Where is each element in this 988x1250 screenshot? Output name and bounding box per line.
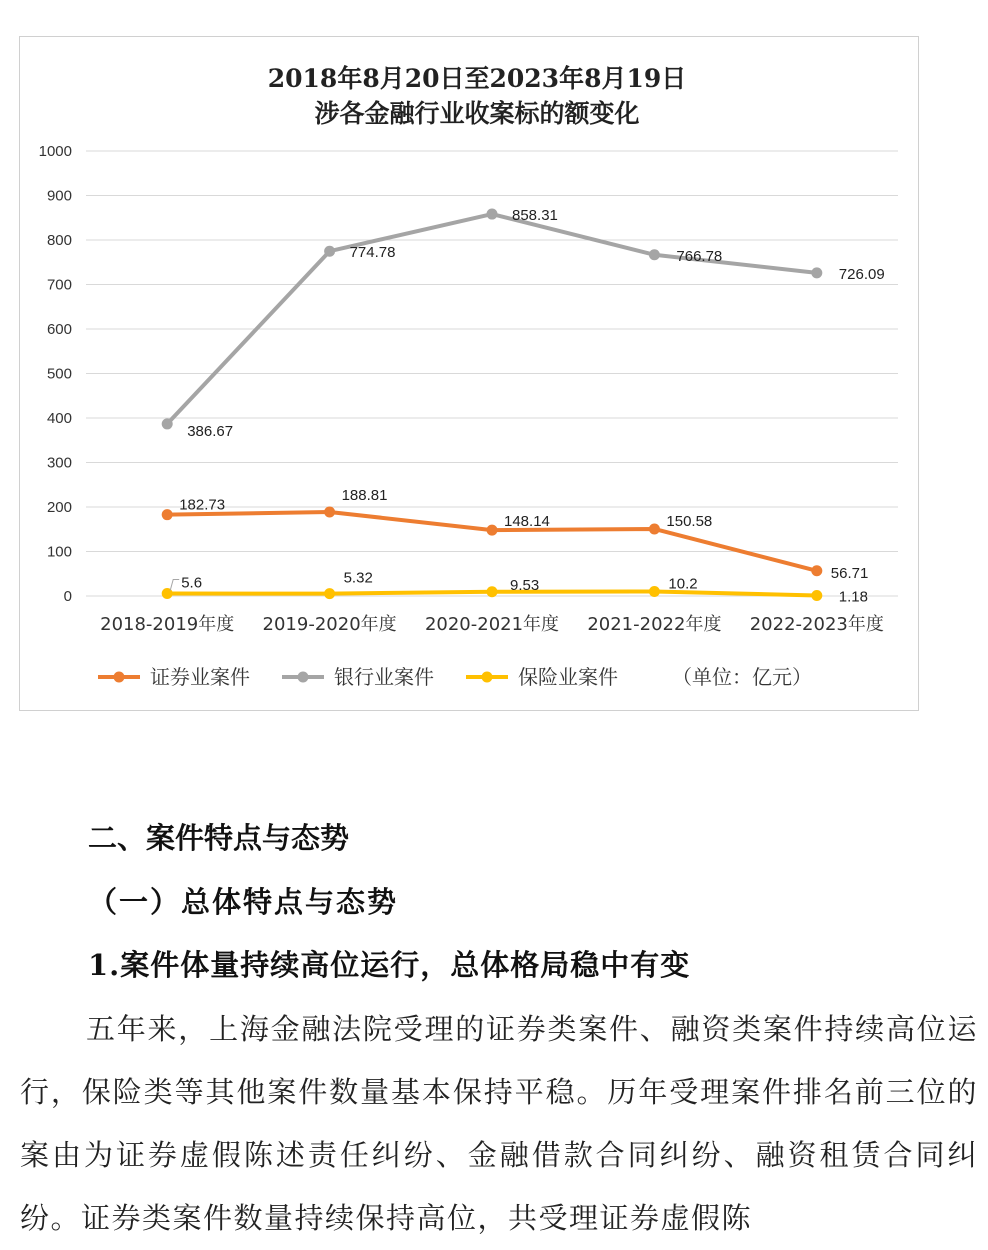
line-chart <box>20 37 920 712</box>
chart-title-line-1: 2018年8月20日至2023年8月19日 <box>267 64 687 93</box>
data-label: 774.78 <box>349 244 396 262</box>
series-line-0 <box>167 512 817 571</box>
legend-label: 证券业案件 <box>150 665 250 689</box>
data-label: 1.18 <box>838 588 869 606</box>
x-category-label: 2020-2021年度 <box>424 614 560 635</box>
y-tick-label: 700 <box>46 276 72 294</box>
y-tick-label: 500 <box>46 365 72 383</box>
data-label: 766.78 <box>676 247 723 265</box>
y-axis-ticks <box>39 143 72 605</box>
series-lines <box>162 209 823 601</box>
legend <box>98 665 812 689</box>
data-label: 726.09 <box>838 265 885 283</box>
y-tick-label: 900 <box>46 187 72 205</box>
y-tick-label: 200 <box>46 499 72 516</box>
data-point <box>162 588 173 599</box>
data-label: 5.6 <box>181 574 203 592</box>
data-point <box>324 506 335 517</box>
legend-label: 保险业案件 <box>518 665 618 689</box>
data-label: 188.81 <box>341 486 388 504</box>
data-point <box>487 586 498 597</box>
data-point <box>649 249 660 260</box>
data-label: 182.73 <box>179 496 226 514</box>
y-tick-label: 400 <box>46 410 72 427</box>
section-heading: 二、案件特点与态势 <box>88 821 350 855</box>
y-tick-label: 1000 <box>38 143 72 160</box>
legend-swatch-marker <box>114 672 125 683</box>
x-category-label: 2022-2023年度 <box>749 614 884 635</box>
chart-container <box>19 36 919 711</box>
data-point <box>324 588 335 599</box>
data-label: 9.53 <box>510 576 540 594</box>
series-line-1 <box>167 214 817 424</box>
data-point <box>649 523 660 534</box>
data-label: 858.31 <box>512 207 558 225</box>
data-point <box>487 209 498 220</box>
legend-swatch-marker <box>298 672 309 683</box>
data-label: 150.58 <box>666 512 713 530</box>
data-label: 148.14 <box>504 513 550 531</box>
data-label: 386.67 <box>187 422 234 440</box>
data-point <box>324 246 335 257</box>
data-point <box>811 267 822 278</box>
y-tick-label: 800 <box>46 232 72 249</box>
chart-title-line-2: 涉各金融行业收案标的额变化 <box>314 99 640 128</box>
data-point <box>487 525 498 536</box>
data-point <box>811 590 822 601</box>
y-tick-label: 300 <box>46 454 72 472</box>
data-label: 56.71 <box>830 564 869 582</box>
unit-note: （单位：亿元） <box>672 665 812 689</box>
x-category-label: 2021-2022年度 <box>587 614 722 635</box>
data-label: 5.32 <box>343 569 373 587</box>
subsection-heading: （一）总体特点与态势 <box>88 885 399 919</box>
x-axis-categories <box>100 613 884 635</box>
data-point <box>649 586 660 597</box>
y-tick-label: 100 <box>46 543 72 561</box>
y-tick-label: 600 <box>46 321 72 338</box>
data-point <box>162 509 173 520</box>
point-heading: 1.案件体量持续高位运行，总体格局稳中有变 <box>88 948 691 982</box>
label-leader-line <box>170 580 179 591</box>
body-paragraph: 五年来，上海金融法院受理的证券类案件、融资类案件持续高位运行，保险类等其他案件数量基本保持平稳。历年受理案件排名前三位的案由为证券虚假陈述责任纠纷、金融借款合同纠纷、融资租赁合同纠纷。证券类案件数量持续保持高位，共受理证券虚假陈 <box>20 1012 978 1235</box>
x-category-label: 2018-2019年度 <box>100 614 235 635</box>
data-point <box>811 565 822 576</box>
data-point <box>162 418 173 429</box>
legend-swatch-marker <box>482 672 493 683</box>
y-tick-label: 0 <box>63 588 72 605</box>
legend-label: 银行业案件 <box>334 665 434 689</box>
data-label: 10.2 <box>668 575 698 593</box>
x-category-label: 2019-2020年度 <box>262 614 397 635</box>
